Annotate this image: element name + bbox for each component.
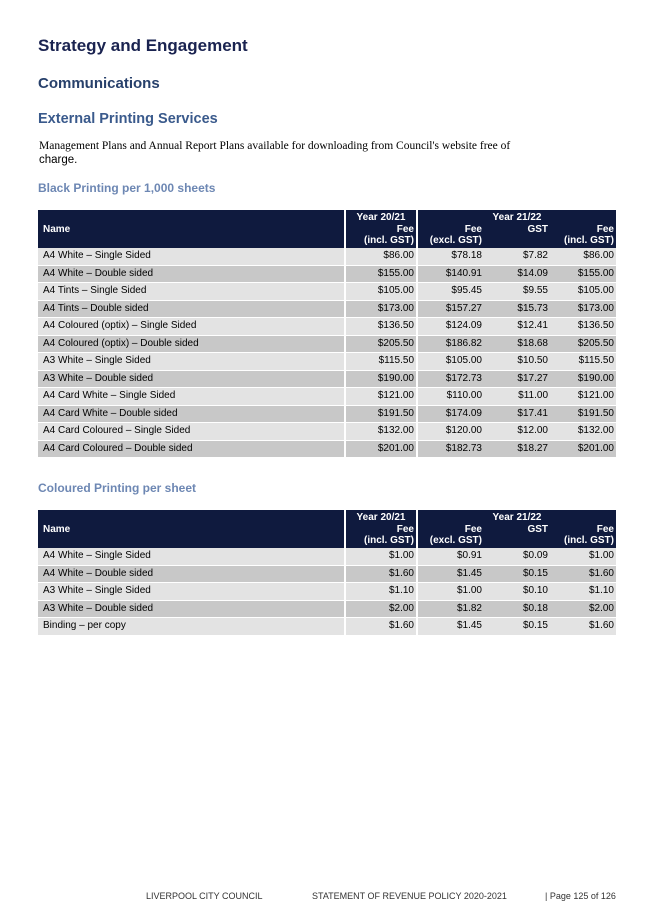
row-name: A4 Card White – Single Sided <box>38 388 344 405</box>
row-name: A4 Coloured (optix) – Double sided <box>38 336 344 353</box>
header-fee-incl-b: Fee (incl. GST) <box>564 524 614 546</box>
row-fee-incl: $201.00 <box>550 441 616 458</box>
row-gst: $0.10 <box>484 583 550 600</box>
table-row <box>38 371 616 389</box>
row-fee-excl: $140.91 <box>418 266 484 283</box>
row-name: A3 White – Double sided <box>38 371 344 388</box>
row-fee-excl: $1.45 <box>418 618 484 635</box>
row-name: A4 White – Single Sided <box>38 248 344 265</box>
row-gst: $11.00 <box>484 388 550 405</box>
row-fee-2021: $121.00 <box>346 388 416 405</box>
intro-line-2: charge. <box>39 154 78 166</box>
row-fee-excl: $1.45 <box>418 566 484 583</box>
row-fee-excl: $105.00 <box>418 353 484 370</box>
row-gst: $0.15 <box>484 618 550 635</box>
row-fee-excl: $95.45 <box>418 283 484 300</box>
black-printing-table <box>38 210 616 458</box>
table-row <box>38 423 616 441</box>
row-fee-excl: $172.73 <box>418 371 484 388</box>
section-heading: Communications <box>38 75 160 92</box>
row-fee-2021: $1.00 <box>346 548 416 565</box>
row-gst: $12.41 <box>484 318 550 335</box>
row-name: A4 White – Double sided <box>38 266 344 283</box>
subsection-heading: External Printing Services <box>38 111 218 127</box>
row-fee-2021: $1.60 <box>346 618 416 635</box>
row-fee-excl: $120.00 <box>418 423 484 440</box>
row-name: A4 Card Coloured – Double sided <box>38 441 344 458</box>
row-fee-incl: $191.50 <box>550 406 616 423</box>
table-row <box>38 548 616 566</box>
header-fee-incl-b: Fee (incl. GST) <box>564 224 614 246</box>
row-name: A3 White – Double sided <box>38 601 344 618</box>
row-name: A4 White – Single Sided <box>38 548 344 565</box>
header-gst: GST <box>527 224 548 235</box>
row-fee-excl: $186.82 <box>418 336 484 353</box>
table-row <box>38 618 616 636</box>
row-fee-2021: $173.00 <box>346 301 416 318</box>
row-gst: $15.73 <box>484 301 550 318</box>
row-fee-incl: $155.00 <box>550 266 616 283</box>
header-year-b: Year 21/22 <box>492 212 542 223</box>
row-fee-2021: $115.50 <box>346 353 416 370</box>
footer-document: STATEMENT OF REVENUE POLICY 2020-2021 <box>312 891 507 901</box>
row-gst: $17.41 <box>484 406 550 423</box>
row-fee-incl: $136.50 <box>550 318 616 335</box>
row-fee-excl: $78.18 <box>418 248 484 265</box>
row-name: A4 Tints – Double sided <box>38 301 344 318</box>
row-name: Binding – per copy <box>38 618 344 635</box>
row-fee-2021: $1.60 <box>346 566 416 583</box>
table-row <box>38 318 616 336</box>
table-body <box>38 548 616 636</box>
header-year-b-cell <box>418 210 616 248</box>
header-name-cell <box>38 510 344 548</box>
table-body <box>38 248 616 458</box>
row-gst: $7.82 <box>484 248 550 265</box>
row-fee-incl: $115.50 <box>550 353 616 370</box>
table-row <box>38 583 616 601</box>
table-row <box>38 283 616 301</box>
table-row <box>38 301 616 319</box>
header-fee-excl: Fee (excl. GST) <box>429 524 482 546</box>
header-year-a: Year 20/21 <box>356 212 406 223</box>
row-fee-excl: $1.82 <box>418 601 484 618</box>
coloured-printing-table <box>38 510 616 636</box>
table-row <box>38 248 616 266</box>
row-fee-excl: $182.73 <box>418 441 484 458</box>
coloured-printing-heading: Coloured Printing per sheet <box>38 481 197 495</box>
table-header <box>38 510 616 548</box>
row-name: A3 White – Single Sided <box>38 583 344 600</box>
row-name: A4 Card White – Double sided <box>38 406 344 423</box>
table-row <box>38 406 616 424</box>
row-fee-incl: $86.00 <box>550 248 616 265</box>
header-year-a-cell <box>346 510 416 548</box>
table-row <box>38 353 616 371</box>
row-fee-incl: $1.10 <box>550 583 616 600</box>
row-gst: $18.68 <box>484 336 550 353</box>
table-row <box>38 441 616 459</box>
row-fee-excl: $157.27 <box>418 301 484 318</box>
footer-page-number: | Page 125 of 126 <box>545 891 616 901</box>
row-gst: $17.27 <box>484 371 550 388</box>
row-fee-incl: $1.00 <box>550 548 616 565</box>
row-fee-2021: $86.00 <box>346 248 416 265</box>
row-fee-incl: $132.00 <box>550 423 616 440</box>
header-fee-incl: Fee (incl. GST) <box>364 524 414 546</box>
header-gst: GST <box>527 524 548 535</box>
row-fee-2021: $205.50 <box>346 336 416 353</box>
row-fee-2021: $190.00 <box>346 371 416 388</box>
row-fee-incl: $2.00 <box>550 601 616 618</box>
row-name: A4 Card Coloured – Single Sided <box>38 423 344 440</box>
row-gst: $0.09 <box>484 548 550 565</box>
row-fee-2021: $136.50 <box>346 318 416 335</box>
row-fee-incl: $121.00 <box>550 388 616 405</box>
row-gst: $0.15 <box>484 566 550 583</box>
row-fee-incl: $1.60 <box>550 618 616 635</box>
row-fee-2021: $2.00 <box>346 601 416 618</box>
header-year-a: Year 20/21 <box>356 512 406 523</box>
header-year-a-cell <box>346 210 416 248</box>
header-year-b: Year 21/22 <box>492 512 542 523</box>
footer-council: LIVERPOOL CITY COUNCIL <box>146 891 263 901</box>
row-name: A3 White – Single Sided <box>38 353 344 370</box>
table-row <box>38 388 616 406</box>
row-name: A4 Coloured (optix) – Single Sided <box>38 318 344 335</box>
row-gst: $0.18 <box>484 601 550 618</box>
row-fee-incl: $190.00 <box>550 371 616 388</box>
header-fee-incl: Fee (incl. GST) <box>364 224 414 246</box>
header-name-cell <box>38 210 344 248</box>
row-gst: $9.55 <box>484 283 550 300</box>
row-fee-excl: $1.00 <box>418 583 484 600</box>
table-header <box>38 210 616 248</box>
row-fee-2021: $191.50 <box>346 406 416 423</box>
row-fee-incl: $1.60 <box>550 566 616 583</box>
row-gst: $14.09 <box>484 266 550 283</box>
row-fee-2021: $132.00 <box>346 423 416 440</box>
header-fee-excl: Fee (excl. GST) <box>429 224 482 246</box>
row-name: A4 Tints – Single Sided <box>38 283 344 300</box>
row-name: A4 White – Double sided <box>38 566 344 583</box>
row-fee-incl: $105.00 <box>550 283 616 300</box>
header-name: Name <box>43 524 71 535</box>
row-fee-excl: $124.09 <box>418 318 484 335</box>
row-fee-2021: $1.10 <box>346 583 416 600</box>
row-gst: $18.27 <box>484 441 550 458</box>
table-row <box>38 266 616 284</box>
row-gst: $12.00 <box>484 423 550 440</box>
row-fee-2021: $201.00 <box>346 441 416 458</box>
row-fee-2021: $105.00 <box>346 283 416 300</box>
header-year-b-cell <box>418 510 616 548</box>
table-row <box>38 601 616 619</box>
row-fee-incl: $173.00 <box>550 301 616 318</box>
row-fee-excl: $110.00 <box>418 388 484 405</box>
intro-paragraph <box>39 139 559 167</box>
row-fee-excl: $174.09 <box>418 406 484 423</box>
row-gst: $10.50 <box>484 353 550 370</box>
table-row <box>38 566 616 584</box>
intro-line-1: Management Plans and Annual Report Plans available for downloading from Council's website free of <box>39 140 511 152</box>
black-printing-heading: Black Printing per 1,000 sheets <box>38 181 216 195</box>
row-fee-excl: $0.91 <box>418 548 484 565</box>
page-title: Strategy and Engagement <box>38 36 248 55</box>
row-fee-incl: $205.50 <box>550 336 616 353</box>
header-name: Name <box>43 224 71 235</box>
row-fee-2021: $155.00 <box>346 266 416 283</box>
table-row <box>38 336 616 354</box>
